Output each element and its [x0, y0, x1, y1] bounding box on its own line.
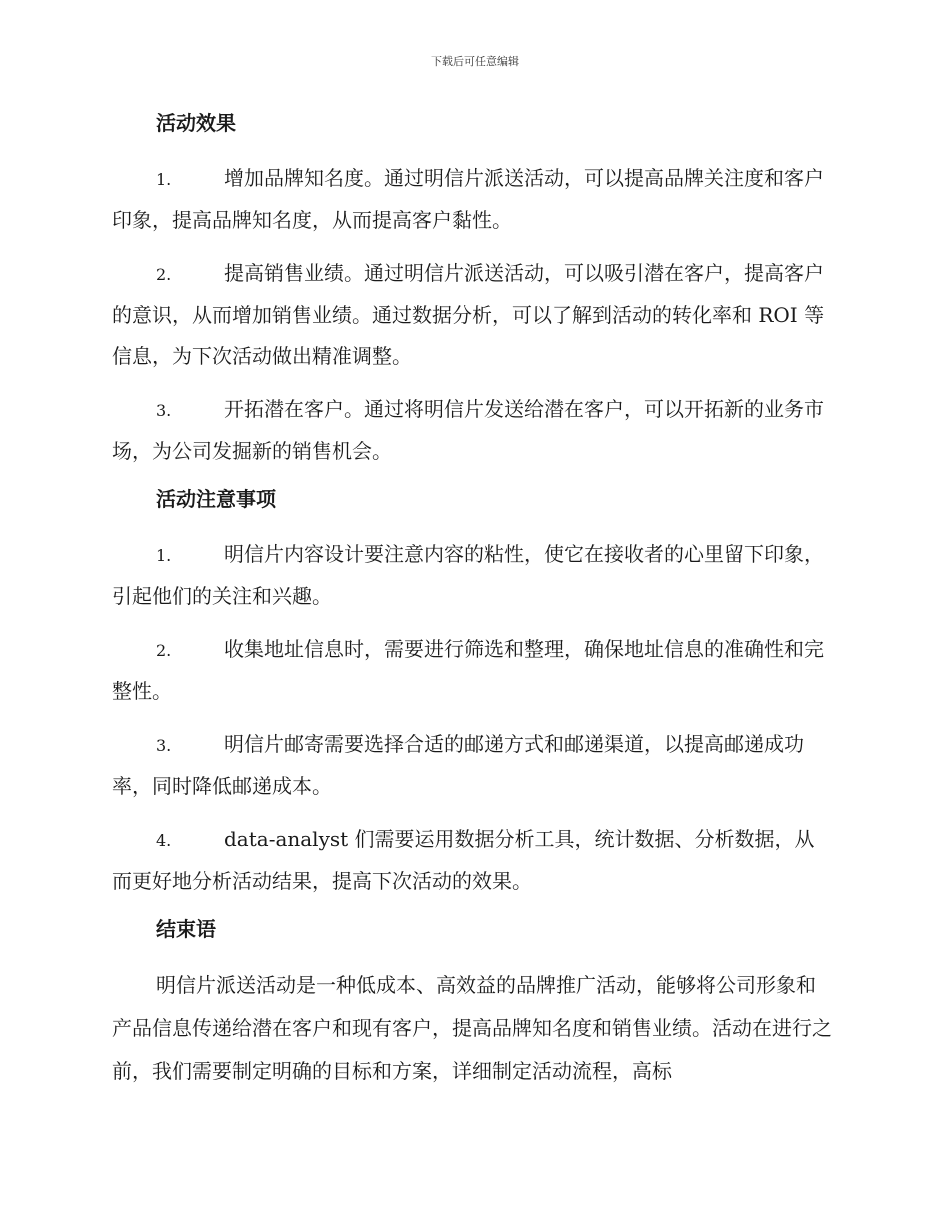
- list-item-text: 增加品牌知名度。通过明信片派送活动，可以提高品牌关注度和客户印象，提高品牌知名度，从而提高客户黏性。: [112, 166, 824, 232]
- list-item-number: 2.: [156, 265, 172, 284]
- list-item: [112, 724, 834, 807]
- list-item-number: 3.: [156, 401, 172, 420]
- list-item-text: data-analyst 们需要运用数据分析工具，统计数据、分析数据，从而更好地分析活动结果，提高下次活动的效果。: [112, 827, 815, 893]
- list-item-text: 明信片邮寄需要选择合适的邮递方式和邮递渠道，以提高邮递成功率，同时降低邮递成本。: [112, 732, 804, 798]
- list-item-text: 收集地址信息时，需要进行筛选和整理，确保地址信息的准确性和完整性。: [112, 637, 824, 703]
- document-body: [112, 108, 834, 1093]
- list-item-text: 开拓潜在客户。通过将明信片发送给潜在客户，可以开拓新的业务市场，为公司发掘新的销售机会。: [112, 397, 824, 463]
- list-item: [112, 629, 834, 712]
- section-heading-conclusion: 结束语: [156, 917, 216, 941]
- list-item-number: 3.: [156, 736, 172, 755]
- list-item: [112, 389, 834, 472]
- list-item-text: 明信片内容设计要注意内容的粘性，使它在接收者的心里留下印象，引起他们的关注和兴趣。: [112, 542, 824, 608]
- section-heading-notes: 活动注意事项: [156, 487, 276, 511]
- list-item: [112, 819, 834, 902]
- page-header: 下载后可任意编辑: [431, 55, 519, 68]
- list-item: [112, 158, 834, 241]
- section-heading-effects: 活动效果: [156, 111, 236, 135]
- list-item: [112, 253, 834, 377]
- conclusion-paragraph: 明信片派送活动是一种低成本、高效益的品牌推广活动，能够将公司形象和产品信息传递给潜在客户和现有客户，提高品牌知名度和销售业绩。活动在进行之前，我们需要制定明确的目标和方案，详细制定活动流程，高标: [112, 973, 832, 1083]
- list-item-number: 1.: [156, 170, 172, 189]
- list-item-number: 4.: [156, 831, 172, 850]
- list-item: [112, 534, 834, 617]
- list-item-number: 1.: [156, 546, 172, 565]
- list-item-text: 提高销售业绩。通过明信片派送活动，可以吸引潜在客户，提高客户的意识，从而增加销售业绩。通过数据分析，可以了解到活动的转化率和 ROI 等信息，为下次活动做出精准调整。: [112, 261, 825, 368]
- list-item-number: 2.: [156, 641, 172, 660]
